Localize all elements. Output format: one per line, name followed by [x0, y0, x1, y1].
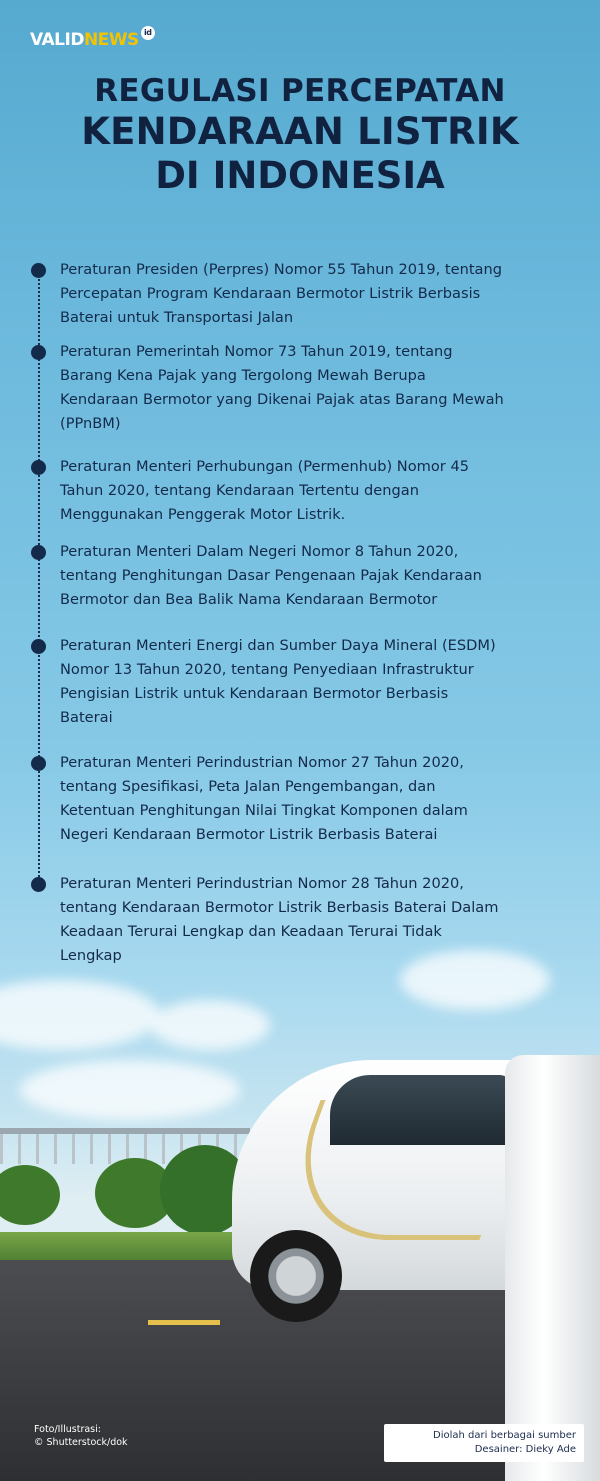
regulation-text-line: Peraturan Menteri Dalam Negeri Nomor 8 Tahun 2020, — [60, 543, 459, 560]
regulation-text — [60, 540, 580, 612]
regulation-text — [60, 340, 580, 436]
regulation-text-line: Negeri Kendaraan Bermotor Listrik Berbasis Baterai — [60, 826, 438, 843]
photo-credit — [34, 1423, 128, 1449]
logo-id-badge: id — [141, 26, 155, 40]
regulation-text — [60, 455, 580, 527]
bullet-dot-icon — [31, 460, 46, 475]
regulation-text-line: Peraturan Pemerintah Nomor 73 Tahun 2019, tentang — [60, 343, 453, 360]
regulation-text-line: tentang Kendaraan Bermotor Listrik Berbasis Baterai Dalam — [60, 899, 499, 916]
regulation-text-line: Baterai untuk Transportasi Jalan — [60, 309, 294, 326]
source-credit-box — [384, 1424, 584, 1462]
bullet-dot-icon — [31, 263, 46, 278]
regulation-text-line: Pengisian Listrik untuk Kendaraan Bermotor Berbasis — [60, 685, 449, 702]
regulation-text-line: Percepatan Program Kendaraan Bermotor Listrik Berbasis — [60, 285, 481, 302]
regulation-text-line: Ketentuan Penghitungan Nilai Tingkat Komponen dalam — [60, 802, 468, 819]
tree — [0, 1165, 60, 1225]
regulation-text-line: tentang Penghitungan Dasar Pengenaan Pajak Kendaraan — [60, 567, 482, 584]
regulation-text — [60, 258, 580, 330]
bullet-dot-icon — [31, 545, 46, 560]
lane-marking — [148, 1320, 220, 1325]
source-text: Diolah dari berbagai sumber — [433, 1430, 576, 1441]
regulation-text-line: Bermotor dan Bea Balik Nama Kendaraan Bermotor — [60, 591, 438, 608]
regulation-text-line: Peraturan Menteri Perhubungan (Permenhub) Nomor 45 — [60, 458, 470, 475]
title-line-1: REGULASI PERCEPATAN — [94, 73, 506, 109]
cloud — [20, 1060, 240, 1120]
regulation-text-line: Kendaraan Bermotor yang Dikenai Pajak atas Barang Mewah — [60, 391, 504, 408]
regulation-text — [60, 634, 580, 730]
cloud — [150, 1000, 270, 1050]
regulation-text-line: Nomor 13 Tahun 2020, tentang Penyediaan Infrastruktur — [60, 661, 474, 678]
bullet-dot-icon — [31, 877, 46, 892]
title-line-2: KENDARAAN LISTRIK — [81, 110, 519, 153]
bullet-dot-icon — [31, 639, 46, 654]
bullet-dot-icon — [31, 345, 46, 360]
regulation-text-line: Lengkap — [60, 947, 122, 964]
electric-car-charging-photo — [0, 940, 600, 1481]
regulation-text-line: Peraturan Menteri Perindustrian Nomor 28 Tahun 2020, — [60, 875, 464, 892]
validnews-logo — [30, 30, 155, 50]
logo-valid-text: VALID — [30, 30, 84, 50]
regulation-text-line: Menggunakan Penggerak Motor Listrik. — [60, 506, 346, 523]
regulation-text-line: (PPnBM) — [60, 415, 121, 432]
bullet-dot-icon — [31, 756, 46, 771]
cloud — [0, 980, 160, 1050]
photo-credit-label: Foto/Illustrasi: — [34, 1424, 101, 1435]
timeline-dotted-line — [38, 272, 40, 884]
regulation-text-line: Tahun 2020, tentang Kendaraan Tertentu dengan — [60, 482, 419, 499]
regulation-text-line: Keadaan Terurai Lengkap dan Keadaan Terurai Tidak — [60, 923, 442, 940]
regulation-text-line: Baterai — [60, 709, 113, 726]
charging-station — [505, 1055, 600, 1481]
logo-news-text: NEWS — [83, 30, 139, 50]
regulation-text-line: Peraturan Menteri Perindustrian Nomor 27 Tahun 2020, — [60, 754, 464, 771]
regulation-text — [60, 751, 580, 847]
regulation-text-line: tentang Spesifikasi, Peta Jalan Pengembangan, dan — [60, 778, 436, 795]
photo-credit-source: © Shutterstock/dok — [34, 1437, 128, 1448]
page-title — [0, 72, 600, 198]
designer-text: Desainer: Dieky Ade — [474, 1444, 576, 1455]
regulation-text-line: Barang Kena Pajak yang Tergolong Mewah Berupa — [60, 367, 426, 384]
title-line-3: DI INDONESIA — [155, 154, 445, 197]
cloud — [400, 950, 550, 1010]
car-wheel — [250, 1230, 342, 1322]
regulation-text-line: Peraturan Menteri Energi dan Sumber Daya Mineral (ESDM) — [60, 637, 496, 654]
regulation-text-line: Peraturan Presiden (Perpres) Nomor 55 Tahun 2019, tentang — [60, 261, 503, 278]
